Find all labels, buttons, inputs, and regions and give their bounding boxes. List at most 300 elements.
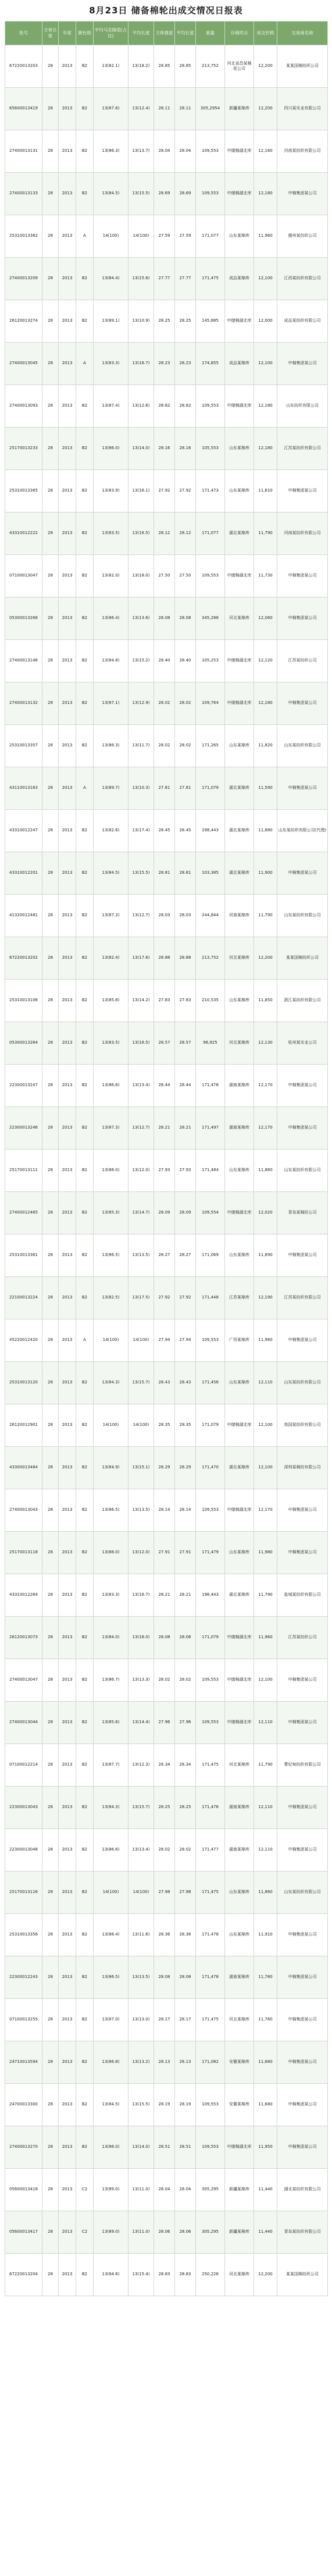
main-length-cell: 28 [42, 258, 59, 300]
main-strength-cell: 28.69 [154, 173, 175, 215]
storage-depot-cell: 河北某棉库 [225, 597, 254, 640]
storage-depot-cell: 河北某棉库 [225, 1999, 254, 2041]
deal-price-cell: 11,960 [254, 1617, 277, 1659]
storage-depot-cell: 河北省昌某棉花公司 [225, 45, 254, 88]
batch-number-cell: 67220013203 [5, 45, 42, 88]
main-strength-cell: 28.23 [154, 343, 175, 385]
color-grade-cell: B2 [76, 895, 94, 937]
trader-name-cell: 河南某纺织有限公司 [277, 130, 328, 173]
batch-number-cell: 24710013594 [5, 2041, 42, 2084]
year-cell: 2013 [59, 555, 76, 597]
avg-length-cell: 13(15.5) [128, 852, 154, 895]
trader-name-cell: 中棉集团某公司 [277, 1914, 328, 1956]
deal-price-cell: 11,960 [254, 215, 277, 258]
year-cell: 2013 [59, 895, 76, 937]
batch-number-cell: 25310013361 [5, 1234, 42, 1277]
year-cell: 2013 [59, 2169, 76, 2211]
avg-length-cell: 13(15.7) [128, 1362, 154, 1404]
color-grade-cell: B2 [76, 173, 94, 215]
weight-cell: 171,478 [196, 1914, 225, 1956]
main-strength-cell: 28.08 [154, 1956, 175, 1999]
trader-name-cell: 中棉集团某公司 [277, 767, 328, 810]
avg-length-cell: 13(12.9) [128, 682, 154, 725]
weight-cell: 171,475 [196, 1999, 225, 2041]
year-cell: 2013 [59, 1404, 76, 1447]
deal-price-cell: 12,200 [254, 88, 277, 130]
deal-price-cell: 12,100 [254, 1404, 277, 1447]
year-cell: 2013 [59, 2084, 76, 2126]
storage-depot-cell: 山东某棉库 [225, 1234, 254, 1277]
main-length-cell: 28 [42, 1829, 59, 1871]
avg-length-cell: 13(12.7) [128, 1107, 154, 1150]
color-grade-cell: B2 [76, 2126, 94, 2169]
avg-length-2-cell: 27.92 [175, 470, 196, 513]
color-grade-cell: B2 [76, 980, 94, 1022]
trader-name-cell: 杭州某实业公司 [277, 1022, 328, 1065]
weight-cell: 171,478 [196, 1065, 225, 1107]
color-grade-cell: B2 [76, 1702, 94, 1744]
main-length-cell: 28 [42, 1234, 59, 1277]
avg-micronaire-cell: 13(84.3) [94, 1362, 128, 1404]
table-row [5, 980, 328, 1022]
storage-depot-cell: 新疆某棉库 [225, 88, 254, 130]
deal-price-cell: 12,100 [254, 258, 277, 300]
weight-cell: 171,079 [196, 1617, 225, 1659]
avg-length-2-cell: 27.92 [175, 1277, 196, 1319]
weight-cell: 174,855 [196, 343, 225, 385]
trader-name-cell: 中棉集团某公司 [277, 2084, 328, 2126]
avg-length-cell: 14(100) [128, 215, 154, 258]
avg-micronaire-cell: 13(82.5) [94, 1277, 128, 1319]
color-grade-cell: B2 [76, 810, 94, 852]
storage-depot-cell: 中储棉湖北库 [225, 682, 254, 725]
trader-name-cell: 青岛某棉纺公司 [277, 1192, 328, 1234]
main-length-cell: 28 [42, 1065, 59, 1107]
trader-name-cell: 德州某纺织公司 [277, 215, 328, 258]
deal-price-cell: 12,110 [254, 1362, 277, 1404]
avg-length-2-cell: 28.06 [175, 2211, 196, 2254]
avg-micronaire-cell: 13(86.5) [94, 1489, 128, 1532]
storage-depot-cell: 江苏某棉库 [225, 1277, 254, 1319]
table-row [5, 1744, 328, 1787]
deal-price-cell: 12,060 [254, 597, 277, 640]
avg-micronaire-cell: 13(87.3) [94, 1107, 128, 1150]
weight-cell: 171,475 [196, 1871, 225, 1914]
weight-cell: 171,079 [196, 1404, 225, 1447]
weight-cell: 198,443 [196, 1574, 225, 1617]
avg-micronaire-cell: 13(84.5) [94, 852, 128, 895]
column-header: 批号 [5, 22, 42, 45]
table-row [5, 895, 328, 937]
avg-micronaire-cell: 13(88.4) [94, 1914, 128, 1956]
deal-price-cell: 12,000 [254, 300, 277, 343]
storage-depot-cell: 湖南某棉库 [225, 1065, 254, 1107]
storage-depot-cell: 湖北某棉库 [225, 810, 254, 852]
weight-cell: 109,553 [196, 173, 225, 215]
table-row [5, 470, 328, 513]
weight-cell: 109,553 [196, 385, 225, 428]
main-strength-cell: 27.94 [154, 1319, 175, 1362]
avg-length-2-cell: 28.82 [175, 385, 196, 428]
column-header: 主体强度 [154, 22, 175, 45]
deal-price-cell: 12,100 [254, 343, 277, 385]
avg-micronaire-cell: 14(100) [94, 1871, 128, 1914]
avg-length-2-cell: 27.83 [175, 980, 196, 1022]
color-grade-cell: B2 [76, 852, 94, 895]
avg-length-2-cell: 28.04 [175, 130, 196, 173]
avg-micronaire-cell: 13(89.0) [94, 2169, 128, 2211]
deal-price-cell: 12,200 [254, 937, 277, 980]
trader-name-cell: 中棉集团某公司 [277, 1489, 328, 1532]
weight-cell: 105,553 [196, 428, 225, 470]
main-length-cell: 28 [42, 2254, 59, 2296]
avg-micronaire-cell: 13(85.3) [94, 1192, 128, 1234]
year-cell: 2013 [59, 1914, 76, 1956]
batch-number-cell: 43310012247 [5, 810, 42, 852]
weight-cell: 305,295 [196, 2169, 225, 2211]
avg-length-cell: 13(12.3) [128, 1744, 154, 1787]
main-strength-cell: 28.25 [154, 1787, 175, 1829]
weight-cell: 109,553 [196, 1659, 225, 1702]
color-grade-cell: B2 [76, 513, 94, 555]
avg-length-cell: 13(11.6) [128, 1914, 154, 1956]
main-strength-cell: 28.34 [154, 1744, 175, 1787]
main-strength-cell: 27.96 [154, 1702, 175, 1744]
trader-name-cell: 成品某纺织有限公司 [277, 300, 328, 343]
avg-length-2-cell: 27.77 [175, 258, 196, 300]
page-title: 8月23日 储备棉轮出成交情况日报表 [89, 5, 243, 16]
main-strength-cell: 28.08 [154, 597, 175, 640]
main-strength-cell: 28.02 [154, 682, 175, 725]
batch-number-cell: 25310013365 [5, 470, 42, 513]
deal-price-cell: 11,980 [254, 1532, 277, 1574]
avg-length-2-cell: 28.21 [175, 1107, 196, 1150]
avg-length-cell: 13(15.4) [128, 2254, 154, 2296]
main-length-cell: 28 [42, 1150, 59, 1192]
avg-length-2-cell: 28.25 [175, 300, 196, 343]
main-strength-cell: 28.03 [154, 895, 175, 937]
avg-length-2-cell: 28.83 [175, 2254, 196, 2296]
column-header: 平均长度 [175, 22, 196, 45]
deal-price-cell: 12,120 [254, 640, 277, 682]
weight-cell: 210,535 [196, 980, 225, 1022]
batch-number-cell: 43300013484 [5, 1447, 42, 1489]
table-row [5, 1277, 328, 1319]
avg-length-cell: 13(14.7) [128, 1192, 154, 1234]
batch-number-cell: 24700013300 [5, 2084, 42, 2126]
storage-depot-cell: 河北某棉库 [225, 1022, 254, 1065]
main-strength-cell: 28.57 [154, 1022, 175, 1065]
batch-number-cell: 27400012465 [5, 1192, 42, 1234]
color-grade-cell: B2 [76, 2254, 94, 2296]
table-row [5, 2169, 328, 2211]
deal-price-cell: 12,100 [254, 1659, 277, 1702]
deal-price-cell: 12,180 [254, 173, 277, 215]
avg-length-2-cell: 27.96 [175, 1702, 196, 1744]
main-strength-cell: 28.09 [154, 1192, 175, 1234]
storage-depot-cell: 湖北某棉库 [225, 1447, 254, 1489]
year-cell: 2013 [59, 682, 76, 725]
trader-name-cell: 中棉集团某公司 [277, 1829, 328, 1871]
avg-length-cell: 13(18.2) [128, 45, 154, 88]
weight-cell: 109,553 [196, 1489, 225, 1532]
avg-length-2-cell: 27.81 [175, 767, 196, 810]
storage-depot-cell: 山东某棉库 [225, 428, 254, 470]
main-length-cell: 28 [42, 980, 59, 1022]
trader-name-cell: 江西某纺织有限公司 [277, 258, 328, 300]
main-length-cell: 28 [42, 1022, 59, 1065]
table-row [5, 555, 328, 597]
color-grade-cell: B2 [76, 597, 94, 640]
year-cell: 2013 [59, 937, 76, 980]
main-strength-cell: 28.11 [154, 88, 175, 130]
storage-depot-cell: 成品某棉库 [225, 258, 254, 300]
main-length-cell: 28 [42, 1659, 59, 1702]
trader-name-cell: 山东某纺织有限公司 [277, 1150, 328, 1192]
color-grade-cell: C2 [76, 2169, 94, 2211]
table-row [5, 725, 328, 767]
avg-length-2-cell: 28.03 [175, 895, 196, 937]
avg-micronaire-cell: 13(84.3) [94, 1787, 128, 1829]
trader-name-cell: 中棉集团某公司 [277, 173, 328, 215]
avg-length-cell: 13(14.0) [128, 2126, 154, 2169]
main-length-cell: 28 [42, 682, 59, 725]
avg-length-2-cell: 28.85 [175, 45, 196, 88]
main-strength-cell: 28.29 [154, 1447, 175, 1489]
deal-price-cell: 12,200 [254, 2254, 277, 2296]
storage-depot-cell: 湖南某棉库 [225, 1829, 254, 1871]
deal-price-cell: 11,730 [254, 555, 277, 597]
table-row [5, 1319, 328, 1362]
storage-depot-cell: 湖北某棉库 [225, 513, 254, 555]
color-grade-cell: B2 [76, 258, 94, 300]
avg-length-2-cell: 28.04 [175, 2169, 196, 2211]
deal-price-cell: 12,180 [254, 428, 277, 470]
main-length-cell: 28 [42, 725, 59, 767]
color-grade-cell: A [76, 767, 94, 810]
avg-micronaire-cell: 13(84.5) [94, 2084, 128, 2126]
main-length-cell: 28 [42, 2041, 59, 2084]
avg-length-cell: 13(15.7) [128, 1787, 154, 1829]
trader-name-cell: 中棉集团某公司 [277, 1532, 328, 1574]
avg-length-cell: 13(18.0) [128, 555, 154, 597]
trader-name-cell: 中棉集团某公司 [277, 2041, 328, 2084]
year-cell: 2013 [59, 1956, 76, 1999]
avg-micronaire-cell: 13(82.1) [94, 45, 128, 88]
storage-depot-cell: 中储棉湖北库 [225, 300, 254, 343]
batch-number-cell: 27400013270 [5, 2126, 42, 2169]
main-strength-cell: 27.59 [154, 215, 175, 258]
color-grade-cell: B2 [76, 937, 94, 980]
column-header: 成交价格 [254, 22, 277, 45]
color-grade-cell: A [76, 343, 94, 385]
weight-cell: 109,553 [196, 130, 225, 173]
trader-name-cell: 湖北某纺织有限公司 [277, 2169, 328, 2211]
storage-depot-cell: 新疆某棉库 [225, 2211, 254, 2254]
trader-name-cell: 中棉集团某公司 [277, 1107, 328, 1150]
year-cell: 2013 [59, 1447, 76, 1489]
avg-micronaire-cell: 13(84.8) [94, 640, 128, 682]
avg-length-cell: 13(12.0) [128, 1532, 154, 1574]
batch-number-cell: 27400013209 [5, 258, 42, 300]
deal-price-cell: 12,110 [254, 1787, 277, 1829]
batch-number-cell: 25170013233 [5, 428, 42, 470]
color-grade-cell: B2 [76, 640, 94, 682]
table-row [5, 2084, 328, 2126]
batch-number-cell: 43310012222 [5, 513, 42, 555]
avg-micronaire-cell: 13(89.1) [94, 300, 128, 343]
trader-name-cell: 江苏某纺织有限公司 [277, 428, 328, 470]
avg-length-cell: 13(16.5) [128, 513, 154, 555]
main-strength-cell: 28.43 [154, 1362, 175, 1404]
main-strength-cell: 28.14 [154, 1489, 175, 1532]
main-strength-cell: 27.92 [154, 1277, 175, 1319]
batch-number-cell: 41320012481 [5, 895, 42, 937]
batch-number-cell: 22300013048 [5, 1829, 42, 1871]
avg-length-cell: 13(13.5) [128, 1234, 154, 1277]
table-row [5, 1447, 328, 1489]
year-cell: 2013 [59, 1362, 76, 1404]
color-grade-cell: B2 [76, 1447, 94, 1489]
main-length-cell: 28 [42, 1956, 59, 1999]
color-grade-cell: B2 [76, 1277, 94, 1319]
color-grade-cell: B2 [76, 1574, 94, 1617]
main-length-cell: 28 [42, 1574, 59, 1617]
storage-depot-cell: 山东某棉库 [225, 1150, 254, 1192]
batch-number-cell: 05600013417 [5, 2211, 42, 2254]
avg-length-cell: 13(11.0) [128, 2169, 154, 2211]
avg-length-cell: 13(17.6) [128, 937, 154, 980]
color-grade-cell: B2 [76, 428, 94, 470]
avg-micronaire-cell: 14(100) [94, 215, 128, 258]
batch-number-cell: 25310013120 [5, 1362, 42, 1404]
avg-length-cell: 13(16.1) [128, 470, 154, 513]
avg-micronaire-cell: 13(87.4) [94, 385, 128, 428]
avg-micronaire-cell: 13(89.0) [94, 2211, 128, 2254]
color-grade-cell: B2 [76, 1532, 94, 1574]
trader-name-cell: 中棉集团某公司 [277, 1234, 328, 1277]
storage-depot-cell: 山东某棉库 [225, 725, 254, 767]
column-header: 平均长度 [128, 22, 154, 45]
weight-cell: 171,484 [196, 1150, 225, 1192]
year-cell: 2013 [59, 258, 76, 300]
main-length-cell: 28 [42, 1404, 59, 1447]
weight-cell: 171,265 [196, 725, 225, 767]
main-length-cell: 28 [42, 1787, 59, 1829]
main-strength-cell: 27.77 [154, 258, 175, 300]
weight-cell: 171,082 [196, 2041, 225, 2084]
trader-name-cell: 山东某纺织有限公司 [277, 1362, 328, 1404]
table-row [5, 1150, 328, 1192]
color-grade-cell: A [76, 1319, 94, 1362]
storage-depot-cell: 山东某棉库 [225, 1532, 254, 1574]
avg-length-cell: 13(15.1) [128, 1447, 154, 1489]
table-row [5, 810, 328, 852]
weight-cell: 171,448 [196, 1277, 225, 1319]
avg-length-2-cell: 28.34 [175, 1744, 196, 1787]
year-cell: 2013 [59, 1489, 76, 1532]
storage-depot-cell: 山东某棉库 [225, 1871, 254, 1914]
main-strength-cell: 28.02 [154, 1659, 175, 1702]
storage-depot-cell: 山东某棉库 [225, 980, 254, 1022]
avg-length-cell: 13(15.5) [128, 173, 154, 215]
avg-micronaire-cell: 13(87.0) [94, 1999, 128, 2041]
table-row [5, 597, 328, 640]
color-grade-cell: B2 [76, 2084, 94, 2126]
weight-cell: 305,295 [196, 2211, 225, 2254]
trader-name-cell: 盐城某纺织有限公司 [277, 1574, 328, 1617]
avg-length-2-cell: 28.69 [175, 173, 196, 215]
avg-length-2-cell: 28.88 [175, 937, 196, 980]
trader-name-cell: 山东某纺织有限公司 [277, 895, 328, 937]
trader-name-cell: 中棉集团某公司 [277, 343, 328, 385]
weight-cell: 198,443 [196, 810, 225, 852]
avg-length-2-cell: 27.98 [175, 1871, 196, 1914]
main-length-cell: 28 [42, 2169, 59, 2211]
batch-number-cell: 27400013132 [5, 682, 42, 725]
main-strength-cell: 28.02 [154, 725, 175, 767]
storage-depot-cell: 中储棉湖北库 [225, 1702, 254, 1744]
weight-cell: 213,752 [196, 937, 225, 980]
avg-micronaire-cell: 13(83.5) [94, 1022, 128, 1065]
avg-length-2-cell: 28.35 [175, 1404, 196, 1447]
main-strength-cell: 28.21 [154, 1107, 175, 1150]
trader-name-cell: 中棉集团某公司 [277, 1659, 328, 1702]
year-cell: 2013 [59, 1617, 76, 1659]
color-grade-cell: B2 [76, 555, 94, 597]
year-cell: 2013 [59, 1787, 76, 1829]
color-grade-cell: B2 [76, 470, 94, 513]
batch-number-cell: 22100013224 [5, 1277, 42, 1319]
main-strength-cell: 28.51 [154, 2126, 175, 2169]
deal-price-cell: 11,790 [254, 513, 277, 555]
main-strength-cell: 28.44 [154, 1065, 175, 1107]
avg-length-cell: 13(13.2) [128, 2041, 154, 2084]
avg-length-cell: 13(13.6) [128, 597, 154, 640]
table-row [5, 1234, 328, 1277]
main-length-cell: 28 [42, 45, 59, 88]
main-length-cell: 28 [42, 470, 59, 513]
avg-micronaire-cell: 13(87.7) [94, 1744, 128, 1787]
storage-depot-cell: 山东某棉库 [225, 1362, 254, 1404]
main-strength-cell: 28.35 [154, 1404, 175, 1447]
avg-length-cell: 13(14.4) [128, 1702, 154, 1744]
avg-length-cell: 13(14.0) [128, 428, 154, 470]
table-row [5, 45, 328, 88]
trader-name-cell: 江苏某纺织公司 [277, 1617, 328, 1659]
storage-depot-cell: 湖北某棉库 [225, 767, 254, 810]
avg-micronaire-cell: 13(87.1) [94, 682, 128, 725]
batch-number-cell: 25170013111 [5, 1150, 42, 1192]
table-row [5, 1022, 328, 1065]
weight-cell: 171,077 [196, 215, 225, 258]
avg-length-2-cell: 28.17 [175, 1999, 196, 2041]
color-grade-cell: B2 [76, 1150, 94, 1192]
batch-number-cell: 27400013131 [5, 130, 42, 173]
main-strength-cell: 28.36 [154, 1914, 175, 1956]
year-cell: 2013 [59, 1150, 76, 1192]
main-strength-cell: 28.17 [154, 1999, 175, 2041]
batch-number-cell: 07100013047 [5, 555, 42, 597]
avg-micronaire-cell: 13(82.6) [94, 810, 128, 852]
year-cell: 2013 [59, 2041, 76, 2084]
column-header: 交易商名称 [277, 22, 328, 45]
batch-number-cell: 22300013246 [5, 1107, 42, 1150]
table-row [5, 1956, 328, 1999]
main-strength-cell: 27.50 [154, 555, 175, 597]
weight-cell: 109,764 [196, 682, 225, 725]
trader-name-cell: 中棉集团某公司 [277, 555, 328, 597]
